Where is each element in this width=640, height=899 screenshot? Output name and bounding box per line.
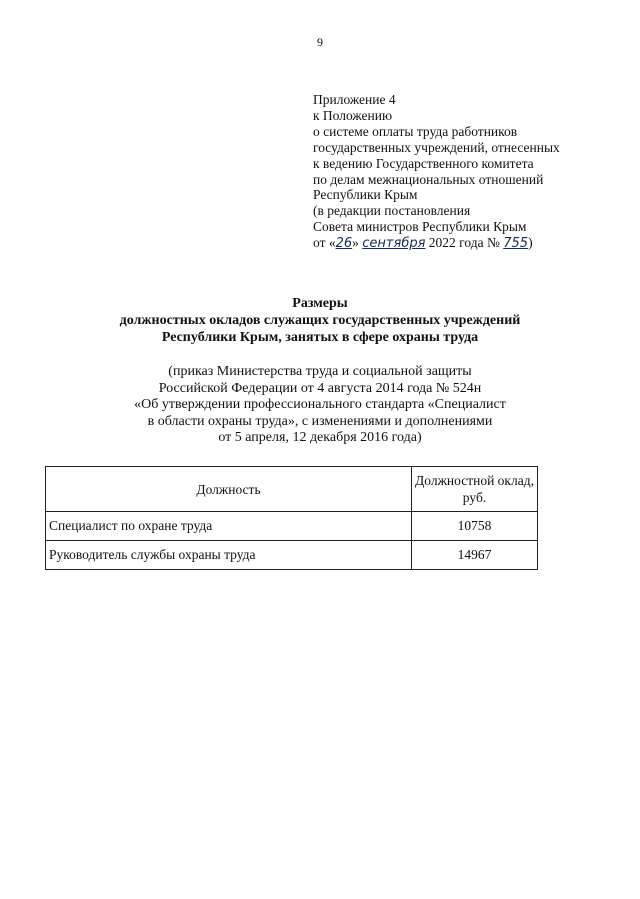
- handwritten-month: сентября: [362, 236, 426, 252]
- position-cell: Руководитель службы охраны труда: [46, 541, 412, 570]
- title-line: Республики Крым, занятых в сфере охраны труда: [161, 330, 479, 345]
- order-line: от 5 апреля, 12 декабря 2016 года): [218, 430, 422, 445]
- order-reference: [0, 364, 640, 447]
- title-line: Размеры: [292, 296, 348, 311]
- appendix-line: государственных учреждений, отнесенных: [313, 139, 560, 155]
- appendix-line: к ведению Государственного комитета: [313, 155, 534, 171]
- salary-cell: 14967: [412, 541, 538, 570]
- handwritten-number: 755: [503, 236, 529, 252]
- appendix-line: Совета министров Республики Крым: [313, 219, 527, 235]
- table-header-row: [46, 467, 538, 512]
- title-line: должностных окладов служащих государственных учреждений: [119, 313, 521, 328]
- order-line: «Об утверждении профессионального стандарта «Специалист: [134, 397, 506, 412]
- table-row: [46, 541, 538, 570]
- position-cell: Специалист по охране труда: [46, 512, 412, 541]
- document-title: [0, 295, 640, 346]
- date-year-text: 2022 года №: [428, 235, 500, 251]
- order-line: Российской Федерации от 4 августа 2014 года № 524н: [158, 380, 482, 396]
- order-line: (приказ Министерства труда и социальной защиты: [168, 364, 472, 379]
- appendix-line: о системе оплаты труда работников: [313, 123, 518, 139]
- header-salary-line: Должностной оклад,: [415, 473, 534, 488]
- date-prefix: от «: [313, 235, 336, 251]
- date-paren-close: ): [528, 235, 533, 251]
- appendix-line: Приложение 4: [313, 92, 396, 107]
- salary-table: [45, 466, 538, 570]
- appendix-header: [313, 92, 613, 252]
- page-number: 9: [317, 35, 323, 49]
- date-quote-close: »: [352, 235, 359, 251]
- header-position: Должность: [46, 467, 412, 512]
- appendix-line: (в редакции постановления: [313, 203, 471, 219]
- table-row: [46, 512, 538, 541]
- header-salary-unit: руб.: [462, 490, 487, 505]
- header-salary: [412, 467, 538, 512]
- resolution-date-line: [313, 235, 613, 252]
- appendix-line: по делам межнациональных отношений: [313, 171, 544, 187]
- appendix-line: Республики Крым: [313, 187, 418, 203]
- salary-cell: 10758: [412, 512, 538, 541]
- handwritten-day: 26: [335, 236, 353, 252]
- order-line: в области охраны труда», с изменениями и дополнениями: [147, 413, 493, 429]
- appendix-line: к Положению: [313, 107, 393, 123]
